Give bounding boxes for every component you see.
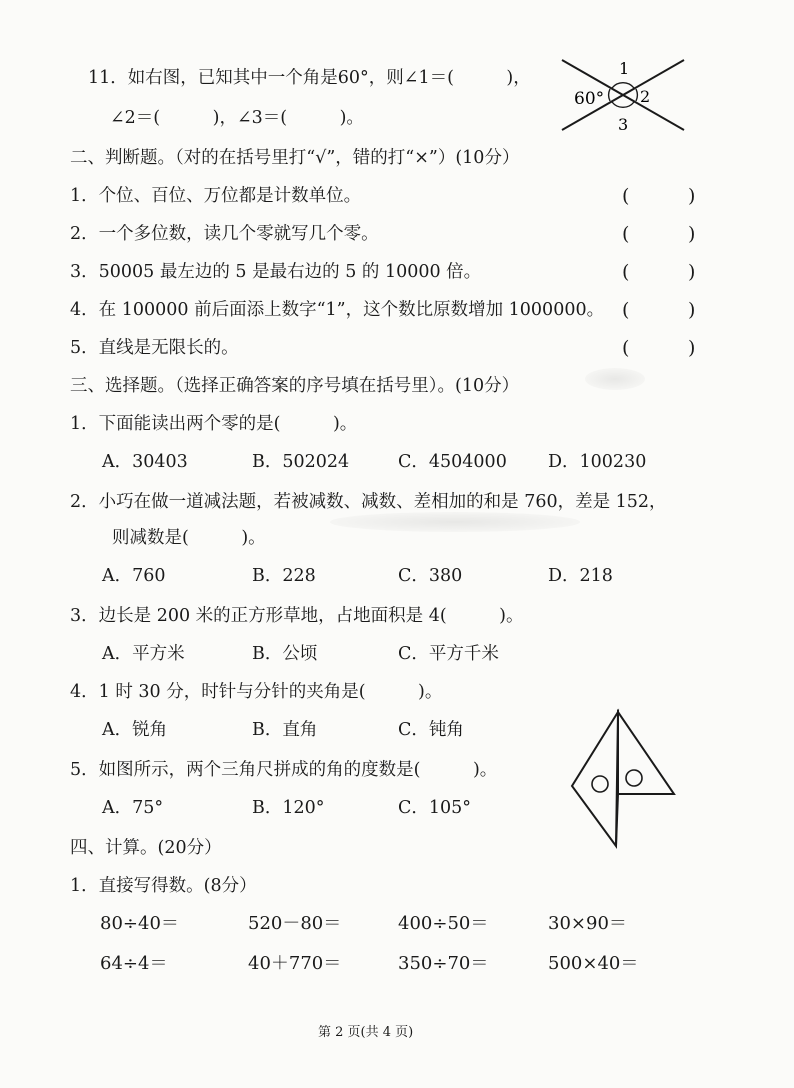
ruler-hole-2 bbox=[626, 770, 642, 786]
choice-q5-option-b[interactable]: B．120° bbox=[252, 798, 325, 818]
judge-paren-close-4[interactable]: ) bbox=[688, 299, 696, 321]
choice-q1-option-b[interactable]: B．502024 bbox=[252, 452, 350, 472]
label-2: 2 bbox=[640, 87, 651, 106]
calc-r2-c1: 64÷4＝ bbox=[100, 953, 168, 974]
set-squares-figure bbox=[570, 708, 680, 853]
angle-arc-right bbox=[636, 89, 637, 101]
choice-q3-option-a[interactable]: A．平方米 bbox=[102, 644, 185, 664]
choice-q1-option-d[interactable]: D．100230 bbox=[548, 452, 647, 472]
section2-heading: 二、判断题。（对的在括号里打“√”，错的打“×”）(10分） bbox=[70, 148, 520, 168]
q11-line1: 11．如右图，已知其中一个角是60°，则∠1＝( )， bbox=[88, 68, 531, 88]
judge-paren-close-1[interactable]: ) bbox=[688, 185, 696, 207]
intersecting-lines-figure bbox=[560, 56, 690, 136]
judge-item-1: 1．个位、百位、万位都是计数单位。 bbox=[70, 186, 362, 206]
section4-sub1: 1．直接写得数。(8分） bbox=[70, 876, 257, 896]
angle-arc-left bbox=[609, 89, 610, 101]
judge-paren-close-3[interactable]: ) bbox=[688, 261, 696, 283]
choice-q2-text-1: 2．小巧在做一道减法题，若被减数、减数、差相加的和是 760，差是 152， bbox=[70, 492, 667, 512]
choice-q2-option-a[interactable]: A．760 bbox=[102, 566, 166, 586]
calc-r1-c2: 520－80＝ bbox=[248, 913, 342, 934]
section3-heading: 三、选择题。（选择正确答案的序号填在括号里）。(10分） bbox=[70, 376, 520, 396]
choice-q3-option-b[interactable]: B．公顷 bbox=[252, 644, 318, 664]
scan-smudge bbox=[330, 512, 580, 532]
choice-q4-option-c[interactable]: C．钝角 bbox=[398, 720, 464, 740]
judge-paren-open-1[interactable]: ( bbox=[622, 185, 630, 207]
page-footer: 第 2 页(共 4 页) bbox=[318, 1025, 414, 1040]
judge-item-5: 5．直线是无限长的。 bbox=[70, 338, 239, 358]
judge-paren-open-3[interactable]: ( bbox=[622, 261, 630, 283]
choice-q3-text: 3．边长是 200 米的正方形草地，占地面积是 4( )。 bbox=[70, 606, 524, 626]
calc-r1-c3: 400÷50＝ bbox=[398, 913, 489, 934]
choice-q3-option-c[interactable]: C．平方千米 bbox=[398, 644, 499, 664]
judge-item-4: 4．在 100000 前后面添上数字“1”，这个数比原数增加 1000000。 bbox=[70, 300, 605, 320]
choice-q2-text-2: 则减数是( )。 bbox=[112, 528, 266, 548]
choice-q1-option-a[interactable]: A．30403 bbox=[102, 452, 188, 472]
calc-r2-c3: 350÷70＝ bbox=[398, 953, 489, 974]
judge-paren-open-4[interactable]: ( bbox=[622, 299, 630, 321]
choice-q1-text: 1．下面能读出两个零的是( )。 bbox=[70, 414, 358, 434]
scan-smudge bbox=[585, 368, 645, 390]
label-60: 60° bbox=[574, 89, 605, 109]
choice-q5-option-a[interactable]: A．75° bbox=[102, 798, 164, 818]
calc-r2-c4: 500×40＝ bbox=[548, 953, 639, 974]
choice-q5-option-c[interactable]: C．105° bbox=[398, 798, 472, 818]
label-3: 3 bbox=[618, 115, 629, 134]
ruler-hole-1 bbox=[592, 776, 608, 792]
judge-paren-open-5[interactable]: ( bbox=[622, 337, 630, 359]
choice-q1-option-c[interactable]: C．4504000 bbox=[398, 452, 507, 472]
choice-q4-text: 4．1 时 30 分，时针与分针的夹角是( )。 bbox=[70, 682, 443, 702]
section4-heading: 四、计算。(20分） bbox=[70, 838, 222, 858]
triangle-ruler-1 bbox=[572, 712, 618, 846]
choice-q2-option-d[interactable]: D．218 bbox=[548, 566, 613, 586]
judge-paren-close-2[interactable]: ) bbox=[688, 223, 696, 245]
judge-paren-close-5[interactable]: ) bbox=[688, 337, 696, 359]
q11-line2: ∠2＝( )，∠3＝( )。 bbox=[110, 108, 364, 128]
judge-item-2: 2．一个多位数，读几个零就写几个零。 bbox=[70, 224, 379, 244]
label-1: 1 bbox=[619, 59, 630, 78]
judge-paren-open-2[interactable]: ( bbox=[622, 223, 630, 245]
choice-q4-option-a[interactable]: A．锐角 bbox=[102, 720, 168, 740]
judge-item-3: 3．50005 最左边的 5 是最右边的 5 的 10000 倍。 bbox=[70, 262, 482, 282]
choice-q4-option-b[interactable]: B．直角 bbox=[252, 720, 318, 740]
calc-r2-c2: 40＋770＝ bbox=[248, 953, 342, 974]
calc-r1-c4: 30×90＝ bbox=[548, 913, 627, 934]
calc-r1-c1: 80÷40＝ bbox=[100, 913, 179, 934]
choice-q2-option-b[interactable]: B．228 bbox=[252, 566, 316, 586]
choice-q2-option-c[interactable]: C．380 bbox=[398, 566, 463, 586]
choice-q5-text: 5．如图所示，两个三角尺拼成的角的度数是( )。 bbox=[70, 760, 498, 780]
